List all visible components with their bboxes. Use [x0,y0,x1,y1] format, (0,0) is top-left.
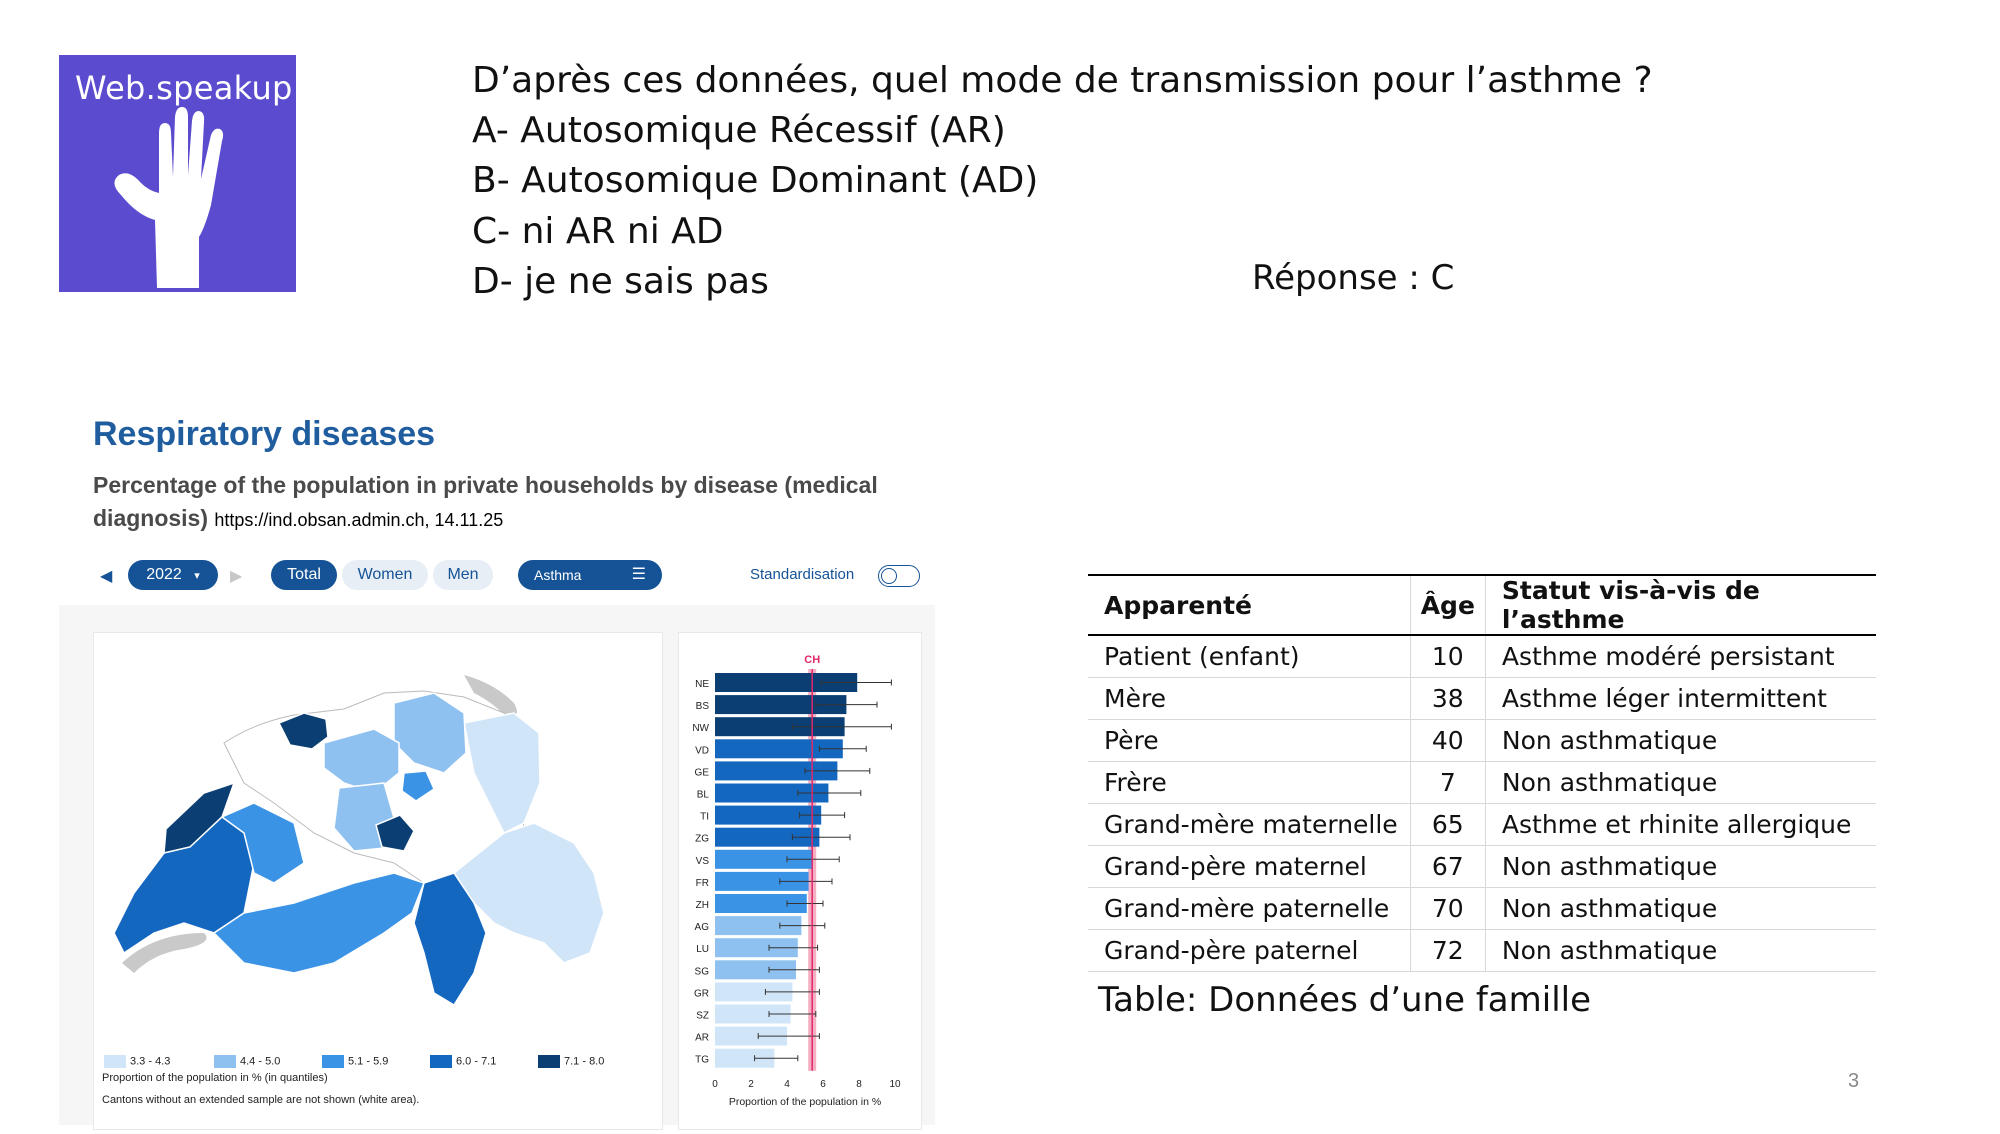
page-number: 3 [1848,1070,1860,1092]
legend-label: 5.1 - 5.9 [348,1055,389,1068]
header-status: Statut vis-à-vis de l’asthme [1485,575,1876,635]
legend-swatch [538,1055,560,1068]
legend-item [430,1055,496,1068]
category-label: SZ [696,1010,709,1022]
cell-status: Non asthmatique [1485,762,1876,804]
header-relative: Apparenté [1088,575,1410,635]
cell-age: 67 [1410,846,1485,888]
table-row [1088,846,1876,888]
table-row [1088,888,1876,930]
category-label: FR [695,877,709,889]
x-tick-label: 8 [856,1078,862,1090]
canton-bar-chart [679,633,921,1129]
x-tick-label: 0 [712,1078,718,1090]
disease-select[interactable] [518,560,662,590]
map-white-area-note: Cantons without an extended sample are not shown (white area). [102,1094,420,1106]
menu-icon: ☰ [631,566,646,583]
table-row [1088,762,1876,804]
legend-label: 4.4 - 5.0 [240,1055,281,1068]
cell-status: Non asthmatique [1485,720,1876,762]
cell-status: Non asthmatique [1485,930,1876,972]
legend-swatch [322,1055,344,1068]
table-header-row [1088,575,1876,635]
cell-relative: Patient (enfant) [1088,635,1410,678]
category-label: TI [700,811,709,823]
prev-year-button[interactable]: ◀ [100,568,113,585]
family-table [1088,574,1876,972]
table-row [1088,804,1876,846]
disease-value: Asthma [534,567,582,583]
legend-item [214,1055,280,1068]
category-label: ZG [695,833,709,845]
ch-reference-label: CH [804,654,821,666]
obsan-source: https://ind.obsan.admin.ch, 14.11.25 [214,510,504,530]
cell-status: Asthme et rhinite allergique [1485,804,1876,846]
category-label: VD [695,745,709,757]
option-b: B- Autosomique Dominant (AD) [472,160,1039,201]
year-select[interactable] [128,560,218,590]
option-d: D- je ne sais pas [472,261,769,302]
table-caption: Table: Données d’une famille [1098,980,1592,1020]
legend-label: 7.1 - 8.0 [564,1055,605,1068]
cell-relative: Grand-père paternel [1088,930,1410,972]
category-label: LU [696,944,709,956]
category-label: NW [692,723,709,735]
map-legend-note: Proportion of the population in % (in quantiles) [102,1072,328,1084]
logo-text: Web.speakup. [75,69,304,107]
header-age: Âge [1410,575,1485,635]
canton-bar-chart-card [678,632,922,1130]
tab-men[interactable]: Men [433,560,493,590]
table-row [1088,930,1876,972]
switzerland-map-card [93,632,663,1130]
cell-relative: Grand-mère maternelle [1088,804,1410,846]
legend-item [104,1055,170,1068]
category-label: ZH [695,900,709,911]
cell-age: 10 [1410,635,1485,678]
category-label: SG [694,966,709,978]
category-label: VS [695,855,709,867]
x-tick-label: 2 [748,1078,754,1090]
standardisation-label: Standardisation [750,566,855,583]
category-label: GE [694,767,709,779]
tab-women[interactable]: Women [342,560,428,590]
year-value: 2022 [146,566,182,583]
category-label: NE [695,679,709,690]
cell-age: 70 [1410,888,1485,930]
legend-swatch [104,1055,126,1068]
answer-text: Réponse : C [1252,258,1455,298]
cell-age: 38 [1410,678,1485,720]
cell-age: 7 [1410,762,1485,804]
cell-age: 40 [1410,720,1485,762]
cell-relative: Père [1088,720,1410,762]
legend-label: 3.3 - 4.3 [130,1055,171,1068]
option-a: A- Autosomique Récessif (AR) [472,110,1006,151]
obsan-subtitle-text: Percentage of the population in private households by disease (medical diagnosis) [93,472,878,531]
cell-relative: Grand-père maternel [1088,846,1410,888]
x-axis-label: Proportion of the population in % [728,1095,882,1108]
x-tick-label: 6 [820,1078,826,1090]
webspeakup-logo [59,55,304,292]
category-label: GR [694,988,709,1000]
cell-age: 65 [1410,804,1485,846]
switzerland-choropleth-map [94,633,662,1053]
cell-status: Asthme léger intermittent [1485,678,1876,720]
toggle-knob [881,568,897,584]
cell-age: 72 [1410,930,1485,972]
cell-status: Non asthmatique [1485,846,1876,888]
chevron-down-icon: ▾ [194,570,200,582]
obsan-subtitle [93,469,933,537]
legend-item [538,1055,604,1068]
cell-status: Non asthmatique [1485,888,1876,930]
tab-total[interactable]: Total [271,560,337,590]
category-label: BL [696,789,709,801]
obsan-title: Respiratory diseases [93,415,436,453]
standardisation-toggle[interactable] [878,565,920,587]
option-c: C- ni AR ni AD [472,211,724,252]
category-label: TG [695,1054,709,1066]
legend-swatch [430,1055,452,1068]
x-tick-label: 4 [784,1078,790,1090]
category-label: AG [694,922,709,934]
legend-item [322,1055,388,1068]
category-label: AR [695,1032,709,1044]
next-year-button[interactable]: ▶ [230,568,243,585]
question-prompt: D’après ces données, quel mode de transmission pour l’asthme ? [472,60,1653,101]
x-tick-label: 10 [889,1078,901,1090]
table-row [1088,678,1876,720]
cell-relative: Mère [1088,678,1410,720]
legend-swatch [214,1055,236,1068]
cell-relative: Frère [1088,762,1410,804]
category-label: BS [695,701,709,713]
table-row [1088,635,1876,678]
legend-label: 6.0 - 7.1 [456,1055,497,1068]
table-row [1088,720,1876,762]
cell-relative: Grand-mère paternelle [1088,888,1410,930]
cell-status: Asthme modéré persistant [1485,635,1876,678]
